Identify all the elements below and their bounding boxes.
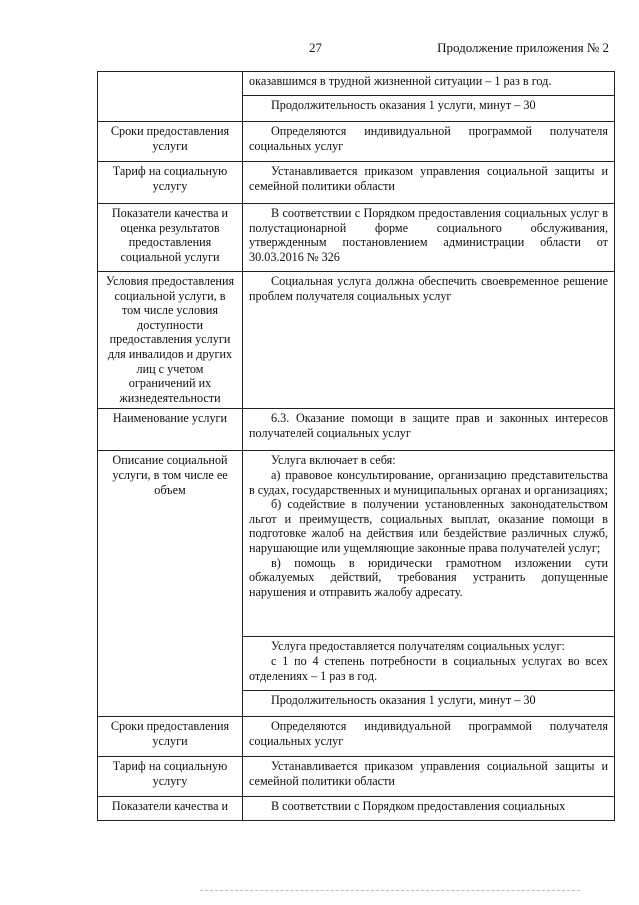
continuation-header: Продолжение приложения № 2 xyxy=(437,40,609,55)
row-label-cell: Показатели качества и xyxy=(98,797,243,821)
row-value-cell xyxy=(243,122,615,162)
row-value-cell xyxy=(243,272,615,409)
row-value-cell xyxy=(243,96,615,122)
table-row xyxy=(98,757,615,797)
service-recipients-line: Услуга предоставляется получателям социальных услуг: xyxy=(271,639,565,654)
row-label-cell: Описание социальной услуги, в том числе ее объем xyxy=(98,451,243,717)
service-item-c: в) помощь в юридически грамотном изложении сути обжалуемых действий, требования устранить допущенные нарушения и отправить жалобу адресату. xyxy=(249,555,608,599)
row-value-text: Продолжительность оказания 1 услуги, минут – 30 xyxy=(271,98,536,112)
row-label-cell: Условия предоставления социальной услуги, в том числе условия доступности предоставления услуги для инвалидов и других лиц с учетом ограничений их жизнедеятельности xyxy=(98,272,243,409)
row-value-cell xyxy=(243,409,615,451)
service-item-b: б) содействие в получении установленных законодательством льгот и преимуществ, социальных выплат, оказание помощи в подготовке жалоб на действия или бездействие различных служб, нарушающие или ущемляющие законные права получателей услуг; xyxy=(249,497,608,555)
row-label-cell: Показатели качества и оценка результатов предоставления социальной услуги xyxy=(98,204,243,272)
row-label-cell: Тариф на социальную услугу xyxy=(98,757,243,797)
row-value-cell xyxy=(243,72,615,96)
service-intro: Услуга включает в себя: xyxy=(271,453,396,468)
row-value-text: Продолжительность оказания 1 услуги, минут – 30 xyxy=(271,693,536,708)
table-row xyxy=(98,409,615,451)
row-value-text: оказавшимся в трудной жизненной ситуации – 1 раз в год. xyxy=(249,74,552,88)
row-value-text: Определяются индивидуальной программой получателя социальных услуг xyxy=(249,719,608,748)
table-row xyxy=(98,72,615,96)
service-name: 6.3. Оказание помощи в защите прав и законных интересов получателей социальных услуг xyxy=(249,411,608,440)
row-label-cell xyxy=(98,72,243,122)
row-label-cell: Сроки предоставления услуги xyxy=(98,717,243,757)
row-value-text: В соответствии с Порядком предоставления социальных услуг в полустационарной форме социального обслуживания, утвержденным постановлением администрации области от 30.03.2016 № 326 xyxy=(249,206,608,264)
table-row xyxy=(98,717,615,757)
table-row xyxy=(98,451,615,637)
row-value-text: Определяются индивидуальной программой получателя социальных услуг xyxy=(249,124,608,153)
table-row xyxy=(98,204,615,272)
row-label-cell: Сроки предоставления услуги xyxy=(98,122,243,162)
page-number: 27 xyxy=(309,40,322,55)
row-value-text: Устанавливается приказом управления социальной защиты и семейной политики области xyxy=(249,759,608,788)
table-row xyxy=(98,797,615,821)
row-value-cell xyxy=(243,162,615,204)
row-label-cell: Тариф на социальную услугу xyxy=(98,162,243,204)
row-label-cell: Наименование услуги xyxy=(98,409,243,451)
row-value-cell xyxy=(243,204,615,272)
row-value-text: Социальная услуга должна обеспечить своевременное решение проблем получателя социальных услуг xyxy=(249,274,608,303)
row-value-cell xyxy=(243,451,615,637)
row-value-cell xyxy=(243,797,615,821)
table-row xyxy=(98,272,615,409)
row-value-cell xyxy=(243,637,615,691)
service-item-a: а) правовое консультирование, организацию представительства в судах, государственных и муниципальных органах и организациях; xyxy=(249,467,608,497)
row-value-text: Устанавливается приказом управления социальной защиты и семейной политики области xyxy=(249,164,608,193)
scan-artifact-line xyxy=(200,890,580,892)
row-value-cell xyxy=(243,717,615,757)
table-row xyxy=(98,162,615,204)
table-row xyxy=(98,122,615,162)
row-value-text: В соответствии с Порядком предоставления социальных xyxy=(271,799,566,814)
row-value-cell xyxy=(243,757,615,797)
row-value-cell xyxy=(243,691,615,717)
service-recipients-detail: с 1 по 4 степень потребности в социальных услугах во всех отделениях – 1 раз в год. xyxy=(249,653,608,683)
services-table xyxy=(97,71,615,821)
